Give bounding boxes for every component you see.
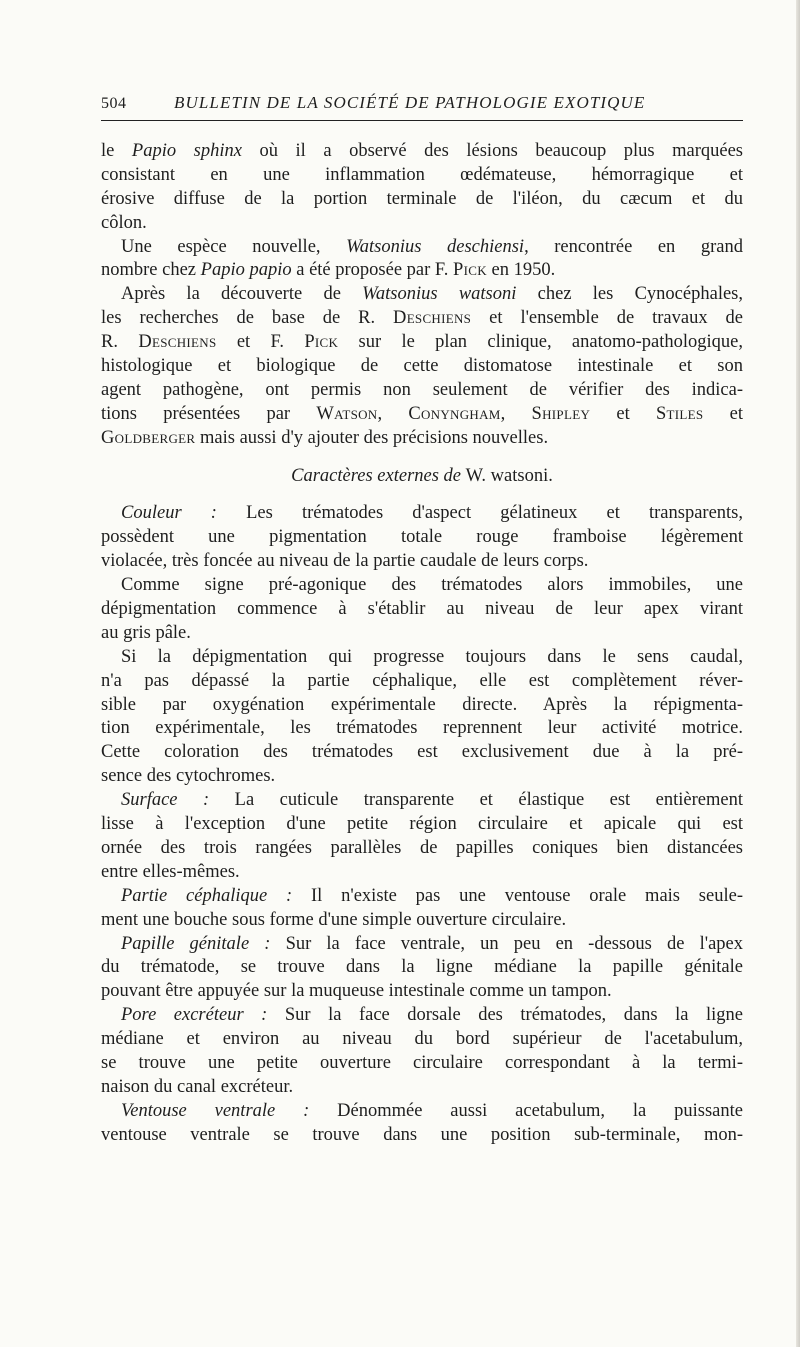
text-run: W. watsoni. <box>465 465 553 486</box>
text-line <box>101 980 743 1004</box>
text-line <box>101 861 743 885</box>
text-run: sence des cytochromes. <box>101 766 276 787</box>
author-name: Pick <box>453 260 487 281</box>
text-run: Si la dépigmentation qui progresse toujours dans le sens caudal, <box>121 646 743 667</box>
section-heading <box>101 465 743 489</box>
text-line <box>101 837 743 861</box>
text-run: n'a pas dépassé la partie céphalique, elle est complètement réver- <box>101 670 743 691</box>
paragraph-p2 <box>101 236 743 284</box>
text-line <box>101 885 743 909</box>
author-name: Stiles <box>655 403 704 424</box>
text-run: pouvant être appuyée sur la muqueuse intestinale comme un tampon. <box>101 981 612 1002</box>
text-run: Sur la face dorsale des trématodes, dans la ligne <box>267 1005 744 1026</box>
paragraph-p8 <box>101 885 743 933</box>
italic-run: Surface : <box>121 790 210 811</box>
author-name: Watson <box>316 403 378 424</box>
text-line <box>101 598 743 622</box>
text-line <box>101 813 743 837</box>
text-line <box>101 574 743 598</box>
text-line <box>101 331 743 355</box>
text-run: Après la découverte de <box>121 284 363 305</box>
text-line <box>101 765 743 789</box>
text-run: et F. <box>216 332 305 353</box>
text-run: et <box>590 403 656 424</box>
text-line <box>101 379 743 403</box>
text-run: violacée, très foncée au niveau de la partie caudale de leurs corps. <box>101 551 589 572</box>
text-run: , rencontrée en grand <box>524 236 743 257</box>
text-run: tion expérimentale, les trématodes reprennent leur activité motrice. <box>101 718 743 739</box>
text-line <box>101 140 743 164</box>
text-run: et l'ensemble de travaux de <box>471 308 743 329</box>
text-run: , <box>500 403 532 424</box>
text-line <box>101 1076 743 1100</box>
paragraph-p7 <box>101 789 743 885</box>
author-name: Pick <box>304 332 339 353</box>
author-name: Conyngham <box>408 403 501 424</box>
text-run: Sur la face ventrale, un peu en -dessous de l'apex <box>270 933 743 954</box>
page-number: 504 <box>101 95 127 112</box>
text-run: nombre chez <box>101 260 201 281</box>
text-line <box>101 694 743 718</box>
text-line <box>101 427 743 451</box>
text-line <box>101 355 743 379</box>
header-rule <box>101 120 743 121</box>
text-line <box>101 259 743 283</box>
journal-title: BULLETIN DE LA SOCIÉTÉ DE PATHOLOGIE EXOTIQUE <box>174 93 646 112</box>
text-line <box>101 550 743 574</box>
author-name: Deschiens <box>138 332 217 353</box>
author-name: Deschiens <box>393 308 472 329</box>
text-run: Les trématodes d'aspect gélatineux et transparents, <box>216 503 743 524</box>
text-run: Comme signe pré-agonique des trématodes alors immobiles, une <box>121 575 743 596</box>
italic-run: Watsonius watsoni <box>362 284 517 305</box>
text-line <box>101 789 743 813</box>
text-line <box>101 1028 743 1052</box>
text-run: ment une bouche sous forme d'une simple ouverture circulaire. <box>101 909 567 930</box>
running-header <box>101 93 743 119</box>
text-line <box>101 212 743 236</box>
text-run: Dénommée aussi acetabulum, la puissante <box>309 1100 743 1121</box>
text-line <box>101 933 743 957</box>
text-line <box>101 283 743 307</box>
page-edge-shadow <box>796 0 800 1347</box>
text-run: La cuticule transparente et élastique est entièrement <box>209 790 743 811</box>
text-line <box>101 646 743 670</box>
paragraph-p6 <box>101 646 743 789</box>
italic-run: Pore excréteur : <box>121 1005 268 1026</box>
italic-run: Caractères externes de <box>291 465 466 486</box>
paragraph-p11 <box>101 1100 743 1148</box>
italic-run: Papio sphinx <box>131 141 242 161</box>
text-run: dépigmentation commence à s'établir au niveau de leur apex virant <box>101 599 743 620</box>
text-line <box>101 622 743 646</box>
text-run: sur le plan clinique, anatomo-pathologique, <box>338 332 744 353</box>
article-body <box>101 140 743 1148</box>
text-run: agent pathogène, ont permis non seulement de vérifier des indica- <box>101 379 743 400</box>
text-run: naison du canal excréteur. <box>101 1076 294 1097</box>
italic-run: Partie céphalique : <box>121 885 293 906</box>
text-run: du trématode, se trouve dans la ligne médiane la papille génitale <box>101 957 743 978</box>
paragraph-p5 <box>101 574 743 646</box>
text-run: R. <box>101 332 139 353</box>
paragraph-p9 <box>101 933 743 1005</box>
text-line <box>101 1124 743 1148</box>
text-run: , <box>377 403 409 424</box>
text-run: médiane et environ au niveau du bord supérieur de l'acetabulum, <box>101 1029 743 1050</box>
text-run: sible par oxygénation expérimentale directe. Après la répigmenta- <box>101 694 743 715</box>
text-line <box>101 164 743 188</box>
paragraph-p3 <box>101 283 743 450</box>
text-line <box>101 307 743 331</box>
text-run: le <box>101 141 132 161</box>
text-run: tions présentées par <box>101 403 317 424</box>
text-run: érosive diffuse de la portion terminale de l'iléon, du cæcum et du <box>101 188 743 209</box>
author-name: Shipley <box>531 403 591 424</box>
text-run: mais aussi d'y ajouter des précisions nouvelles. <box>195 427 549 448</box>
text-line <box>101 670 743 694</box>
text-run: Une espèce nouvelle, <box>121 236 347 257</box>
italic-run: Watsonius deschiensi <box>346 236 525 257</box>
text-line <box>101 1004 743 1028</box>
text-line <box>101 465 743 489</box>
text-line <box>101 188 743 212</box>
text-run: se trouve une petite ouverture circulaire correspondant à la termi- <box>101 1052 743 1073</box>
author-name: Goldberger <box>101 427 196 448</box>
text-run: les recherches de base de R. <box>101 308 394 329</box>
text-line <box>101 403 743 427</box>
italic-run: Papio papio <box>200 260 292 281</box>
text-line <box>101 502 743 526</box>
text-line <box>101 1100 743 1124</box>
text-run: consistant en une inflammation œdémateuse, hémorragique et <box>101 164 743 185</box>
text-run: a été proposée par F. <box>291 260 453 281</box>
italic-run: Ventouse ventrale : <box>121 1100 310 1121</box>
text-run: ventouse ventrale se trouve dans une position sub-terminale, mon- <box>101 1124 743 1145</box>
text-line <box>101 1052 743 1076</box>
text-run: possèdent une pigmentation totale rouge framboise légèrement <box>101 527 743 548</box>
text-line <box>101 526 743 550</box>
text-run: histologique et biologique de cette distomatose intestinale et son <box>101 356 743 377</box>
paragraph-p10 <box>101 1004 743 1100</box>
paragraph-p4 <box>101 502 743 574</box>
text-run: ornée des trois rangées parallèles de papilles coniques bien distancées <box>101 837 743 858</box>
text-line <box>101 236 743 260</box>
text-run: Cette coloration des trématodes est exclusivement due à la pré- <box>101 742 743 763</box>
text-run: lisse à l'exception d'une petite région circulaire et apicale qui est <box>101 814 743 835</box>
text-run: au gris pâle. <box>101 622 191 643</box>
text-run: et <box>703 403 744 424</box>
paragraph-p1 <box>101 140 743 236</box>
text-run: en 1950. <box>486 260 556 281</box>
text-run: Il n'existe pas une ventouse orale mais seule- <box>292 885 743 906</box>
text-run: chez les Cynocéphales, <box>516 284 743 305</box>
text-line <box>101 909 743 933</box>
text-run: entre elles-mêmes. <box>101 861 240 882</box>
text-line <box>101 956 743 980</box>
italic-run: Couleur : <box>121 503 217 524</box>
text-run: côlon. <box>101 212 147 233</box>
text-line <box>101 741 743 765</box>
text-run: où il a observé des lésions beaucoup plus marquées <box>241 141 744 161</box>
italic-run: Papille génitale : <box>121 933 271 954</box>
text-line <box>101 717 743 741</box>
